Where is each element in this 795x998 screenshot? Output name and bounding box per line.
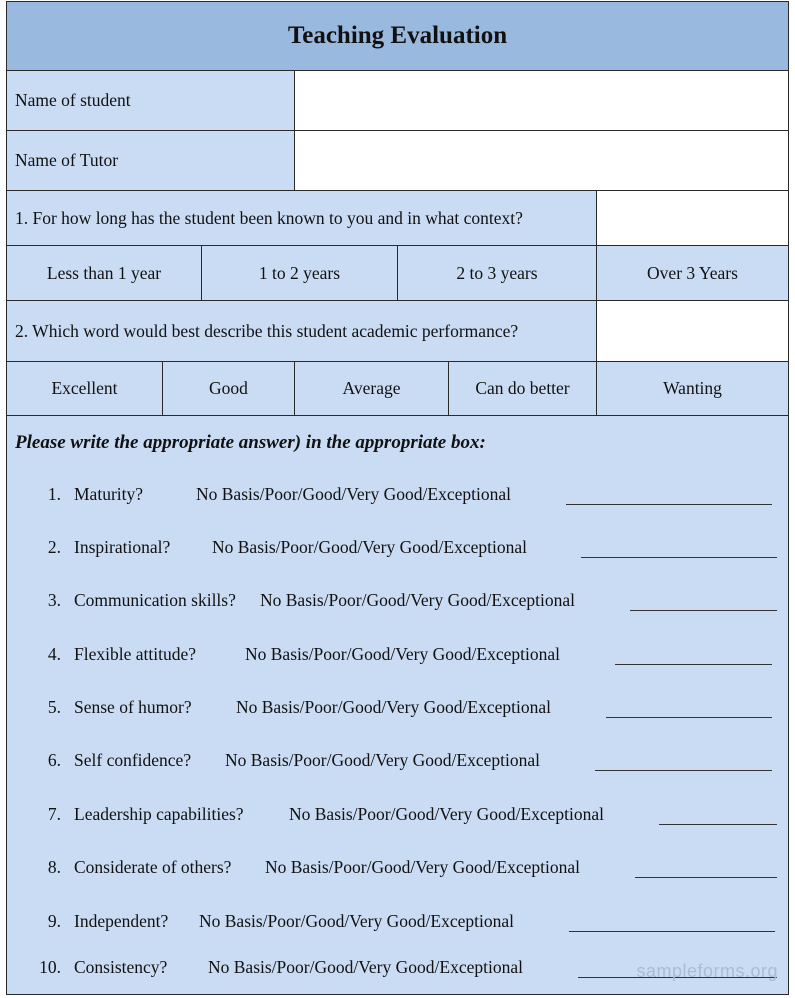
student-row	[7, 71, 788, 131]
item-label: Consistency?	[74, 957, 168, 977]
item-label: Sense of humor?	[74, 697, 192, 717]
answer-line[interactable]	[615, 664, 772, 665]
q1-option-over-3-years[interactable]: Over 3 Years	[597, 246, 788, 300]
question1-options-row	[7, 246, 788, 301]
q1-option-less-than-1-year[interactable]: Less than 1 year	[7, 246, 202, 300]
tutor-label: Name of Tutor	[7, 131, 295, 190]
item-number: 3.	[47, 590, 61, 610]
q2-option-can-do-better[interactable]: Can do better	[449, 362, 597, 415]
item-label: Considerate of others?	[74, 857, 232, 877]
item-label: Independent?	[74, 911, 169, 931]
answer-line[interactable]	[581, 557, 777, 558]
answer-line[interactable]	[659, 824, 777, 825]
item-scale: No Basis/Poor/Good/Very Good/Exceptional	[260, 590, 575, 610]
item-scale: No Basis/Poor/Good/Very Good/Exceptional	[289, 804, 604, 824]
question1-answer-field[interactable]	[597, 191, 788, 245]
item-scale: No Basis/Poor/Good/Very Good/Exceptional	[245, 644, 560, 664]
item-number: 7.	[47, 804, 61, 824]
student-label: Name of student	[7, 71, 295, 130]
item-scale: No Basis/Poor/Good/Very Good/Exceptional	[196, 484, 511, 504]
answer-line[interactable]	[630, 610, 777, 611]
item-number: 9.	[47, 911, 61, 931]
item-scale: No Basis/Poor/Good/Very Good/Exceptional	[208, 957, 523, 977]
evaluation-form	[6, 1, 789, 995]
q2-option-excellent[interactable]: Excellent	[7, 362, 163, 415]
item-label: Maturity?	[74, 484, 144, 504]
question2-options-row	[7, 362, 788, 416]
q1-option-2-to-3-years[interactable]: 2 to 3 years	[398, 246, 597, 300]
question2-row	[7, 301, 788, 362]
item-scale: No Basis/Poor/Good/Very Good/Exceptional	[265, 857, 580, 877]
item-label: Flexible attitude?	[74, 644, 196, 664]
watermark: sampleforms.org	[636, 961, 778, 981]
item-scale: No Basis/Poor/Good/Very Good/Exceptional	[236, 697, 551, 717]
item-label: Leadership capabilities?	[74, 804, 244, 824]
question2-text: 2. Which word would best describe this student academic performance?	[7, 301, 597, 361]
title-row	[7, 2, 788, 71]
answer-line[interactable]	[566, 504, 772, 505]
item-label: Inspirational?	[74, 537, 171, 557]
answer-line[interactable]	[569, 931, 775, 932]
item-number: 10.	[39, 957, 61, 977]
answer-line[interactable]	[635, 877, 777, 878]
tutor-row	[7, 131, 788, 191]
item-number: 8.	[47, 857, 61, 877]
item-scale: No Basis/Poor/Good/Very Good/Exceptional	[225, 750, 540, 770]
item-number: 5.	[47, 697, 61, 717]
answer-line[interactable]	[595, 770, 772, 771]
q2-option-average[interactable]: Average	[295, 362, 449, 415]
item-label: Self confidence?	[74, 750, 192, 770]
question2-answer-field[interactable]	[597, 301, 788, 361]
item-scale: No Basis/Poor/Good/Very Good/Exceptional	[199, 911, 514, 931]
question1-text: 1. For how long has the student been known to you and in what context?	[7, 191, 597, 245]
form-title: Teaching Evaluation	[287, 22, 508, 49]
q1-option-1-to-2-years[interactable]: 1 to 2 years	[202, 246, 398, 300]
item-number: 6.	[47, 750, 61, 770]
item-label: Communication skills?	[74, 590, 236, 610]
item-number: 2.	[47, 537, 61, 557]
item-scale: No Basis/Poor/Good/Very Good/Exceptional	[212, 537, 527, 557]
instructions-text: Please write the appropriate answer) in the appropriate box:	[15, 432, 486, 453]
q2-option-good[interactable]: Good	[163, 362, 295, 415]
tutor-name-field[interactable]	[295, 131, 788, 190]
student-name-field[interactable]	[295, 71, 788, 130]
question1-row	[7, 191, 788, 246]
answer-line[interactable]	[606, 717, 772, 718]
item-number: 4.	[47, 644, 61, 664]
q2-option-wanting[interactable]: Wanting	[597, 362, 788, 415]
item-number: 1.	[47, 484, 61, 504]
